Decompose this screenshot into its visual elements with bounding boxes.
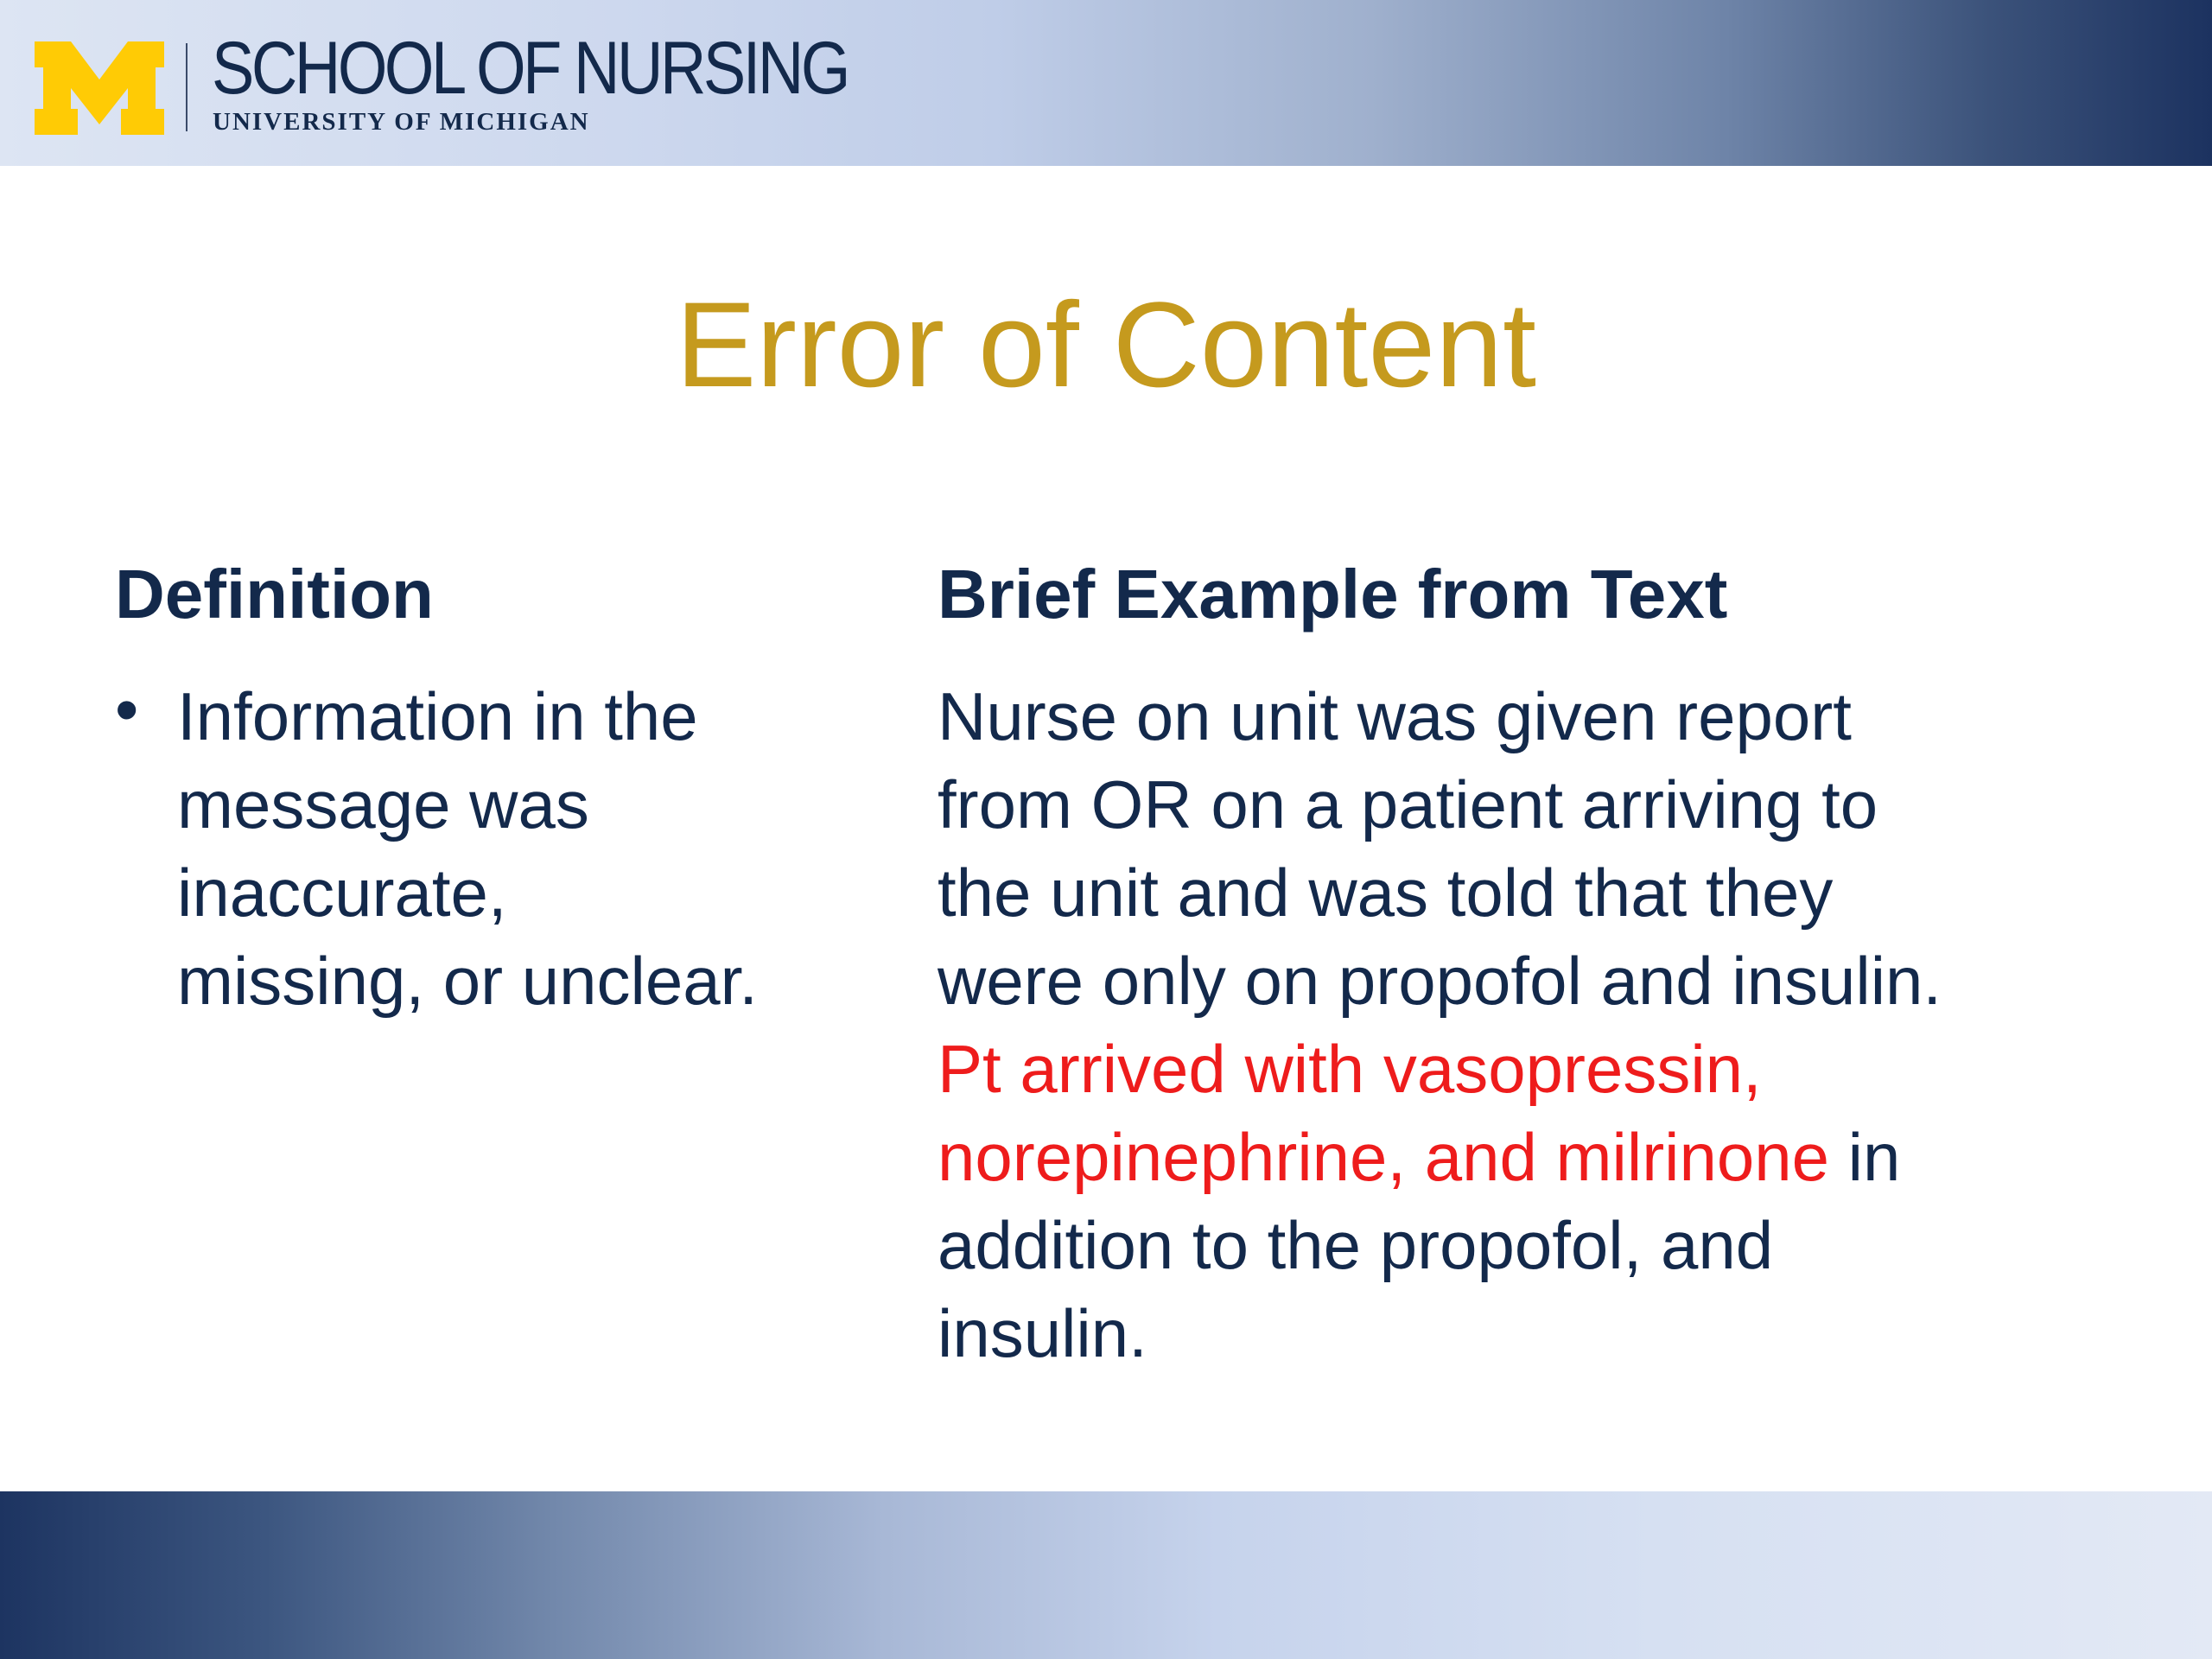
example-highlight-text: norepinephrine, and milrinone	[938, 1119, 1830, 1195]
definition-line: Information in the	[177, 678, 698, 754]
bullet-icon: •	[115, 671, 139, 747]
example-line: were only on propofol and insulin.	[938, 943, 1942, 1019]
example-text	[938, 672, 2199, 1377]
example-line: insulin.	[938, 1295, 1147, 1371]
example-highlight-line: Pt arrived with vasopressin,	[938, 1031, 1762, 1107]
example-line: Nurse on unit was given report	[938, 678, 1852, 754]
definition-text	[177, 672, 920, 1025]
definition-heading: Definition	[115, 556, 434, 632]
example-line: the unit and was told that they	[938, 855, 1834, 931]
definition-line: message was	[177, 766, 589, 842]
example-line: from OR on a patient arriving to	[938, 766, 1878, 842]
example-continuation-text: in	[1829, 1119, 1901, 1195]
university-name: UNIVERSITY OF MICHIGAN	[213, 108, 590, 136]
school-name: SCHOOL OF NURSING	[212, 27, 848, 110]
slide-title: Error of Content	[676, 276, 1536, 412]
example-heading: Brief Example from Text	[938, 556, 1728, 632]
example-mixed-line	[938, 1113, 2199, 1201]
example-line: addition to the propofol, and	[938, 1207, 1774, 1283]
logo-divider	[186, 43, 188, 131]
definition-line: inaccurate,	[177, 855, 507, 931]
definition-line: missing, or unclear.	[177, 943, 758, 1019]
footer-banner	[0, 1491, 2212, 1659]
block-m-logo-icon	[35, 41, 164, 135]
